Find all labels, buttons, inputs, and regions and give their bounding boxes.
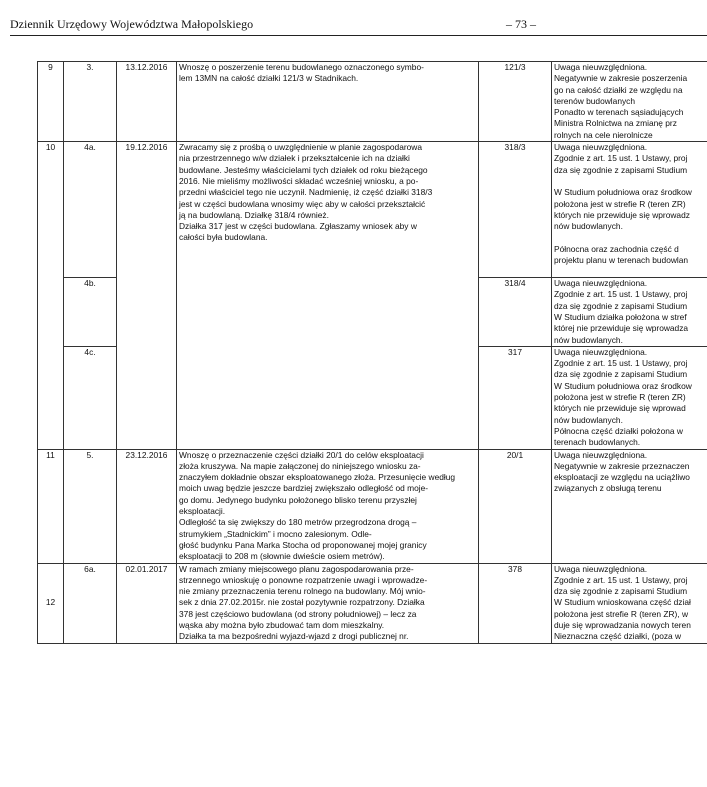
row-resolution: Uwaga nieuwzględniona. Zgodnie z art. 15 ust. 1 Ustawy, proj dza się zgodnie z zapisami Studium W Studium południowa oraz środkow położona jest w strefie R (teren ZR) których nie przewiduje się wprowad nów budowlanych. Północna część działki położona w terenach budowlanych. xyxy=(554,346,692,448)
row-date: 02.01.2017 xyxy=(117,563,177,643)
row-lp: 9 xyxy=(38,62,64,142)
row-number: 4b. xyxy=(64,278,117,347)
row-resolution: Uwaga nieuwzględniona. Zgodnie z art. 15 ust. 1 Ustawy, proj dza się zgodnie z zapisami Studium W Studium działka położona w stref której nie przewiduje się wprowadza nów budowlanych. xyxy=(554,278,689,345)
table-row xyxy=(38,563,707,643)
row-number: 3. xyxy=(64,62,117,142)
row-resolution: Uwaga nieuwzględniona. Zgodnie z art. 15 ust. 1 Ustawy, proj dza się zgodnie z zapisami Studium W Studium wnioskowana część dział położona jest strefie R (teren ZR), w duje się wprowadzania nowych teren Nieznaczna część działki, (poza w xyxy=(554,563,691,642)
row-lp: 11 xyxy=(38,449,64,563)
comments-table xyxy=(37,61,707,644)
table-row xyxy=(38,62,707,142)
row-date: 19.12.2016 xyxy=(117,142,177,449)
row-plot: 318/4 xyxy=(479,278,552,347)
row-request: Wnoszę o poszerzenie terenu budowlanego oznaczonego symbo- lem 13MN na całość działki 121/3 w Stadnikach. xyxy=(179,62,424,84)
page-number: – 73 – xyxy=(506,17,536,31)
row-request: Zwracamy się z prośbą o uwzględnienie w planie zagospodarowa nia przestrzennego w/w działek i przekształcenie ich na działki budowlane. Jesteśmy właścicielami tych działek od roku bieżącego 2016. Nie mieliśmy możliwości składać wcześniej wniosku, a po- przedni właściciel tego nie uczynił. Nadmienię, iż część działki 318/3 jest w części budowlana wnosimy więc aby w całości przekształcić ją na budowlaną. Działkę 318/4 również. Działka 317 jest w części budowlana. Zgłaszamy wniosek aby w całości była budowlana. xyxy=(179,142,433,243)
row-lp: 10 xyxy=(38,142,64,449)
table-row xyxy=(38,449,707,563)
row-resolution: Uwaga nieuwzględniona. Negatywnie w zakresie przeznaczen eksploatacji ze względu na uciążliwo związanych z obsługą terenu xyxy=(554,449,690,494)
row-plot: 317 xyxy=(479,346,552,449)
row-number: 5. xyxy=(64,449,117,563)
row-number: 4a. xyxy=(64,142,117,278)
row-lp: 12 xyxy=(38,563,64,643)
journal-title: Dziennik Urzędowy Województwa Małopolskiego xyxy=(10,17,254,31)
row-plot: 121/3 xyxy=(479,62,552,142)
row-date: 23.12.2016 xyxy=(117,449,177,563)
row-number: 6a. xyxy=(64,563,117,643)
row-number: 4c. xyxy=(64,346,117,449)
row-plot: 318/3 xyxy=(479,142,552,278)
table-row xyxy=(38,142,707,278)
row-resolution: Uwaga nieuwzględniona. Zgodnie z art. 15 ust. 1 Ustawy, proj dza się zgodnie z zapisami Studium W Studium południowa oraz środkow położona jest w strefie R (teren ZR) których nie przewiduje się wprowadz nów budowlanych. Północna oraz zachodnia część d projektu planu w terenach budowlan xyxy=(554,142,692,266)
row-request: W ramach zmiany miejscowego planu zagospodarowania prze- strzennego wnioskuję o ponowne rozpatrzenie uwagi i wprowadze- nie zmiany przeznaczenia terenu rolnego na budowlany. Mój wnio- sek z dnia 27.02.2015r. nie został pozytywnie rozpatrzony. Działka 378 jest częściowo budowlana (od strony południowej) – lecz za wąska aby można było zbudować tam dom mieszkalny. Działka ta ma bezpośredni wyjazd-wjazd z drogi publicznej nr. xyxy=(179,563,428,642)
row-plot: 378 xyxy=(479,563,552,643)
row-plot: 20/1 xyxy=(479,449,552,563)
row-date: 13.12.2016 xyxy=(117,62,177,142)
header-divider xyxy=(10,35,707,36)
row-resolution: Uwaga nieuwzględniona. Negatywnie w zakresie poszerzenia go na całość działki ze względu na terenów budowlanych Ponadto w terenach sąsiadujących Ministra Rolnictwa na zmianę prz rolnych na cele nierolnicze xyxy=(554,62,688,140)
row-request: Wnoszę o przeznaczenie części działki 20/1 do celów eksploatacji złoża kruszywa. Na mapie załączonej do niniejszego wniosku za- znaczyłem dokładnie obszar eksploatowanego złoża. Przesunięcie według moich uwag będzie jeszcze bardziej zwiększało odległość od moje- go domu. Jedynego budynku położonego blisko terenu przyszłej eksploatacji. Odległość ta się zwiększy do 180 metrów przegrodzona drogą – strumykiem „Stadnickim” i mocno zalesionym. Odle- głość budynku Pana Marka Stocha od proponowanej mojej granicy eksploatacji to 208 m (słownie dwieście osiem metrów). xyxy=(179,449,456,562)
